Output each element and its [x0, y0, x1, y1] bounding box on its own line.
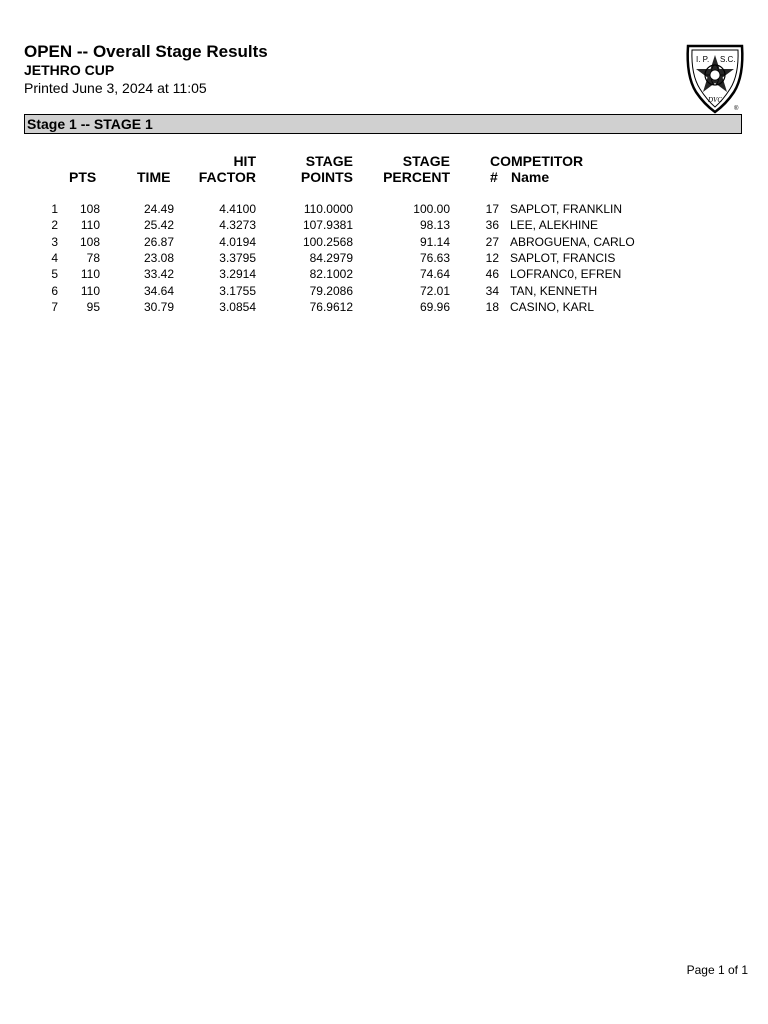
cell-competitor-name: SAPLOT, FRANKLIN	[510, 202, 623, 216]
cell-stage-percent: 72.01	[419, 283, 450, 298]
report-title: OPEN -- Overall Stage Results	[24, 42, 268, 61]
cell-time: 26.87	[143, 234, 174, 249]
cell-hit-factor: 3.1755	[219, 283, 256, 298]
table-row	[0, 299, 768, 315]
cell-competitor-name: SAPLOT, FRANCIS	[510, 250, 616, 265]
cell-stage-percent: 98.13	[419, 218, 450, 233]
cell-time: 30.79	[143, 299, 174, 314]
cell-place: 4	[51, 250, 58, 265]
cell-stage-points: 110.0000	[303, 202, 353, 216]
cell-stage-points: 84.2979	[309, 250, 353, 265]
cell-stage-percent: 100.00	[413, 202, 450, 216]
cell-hit-factor: 3.3795	[219, 250, 256, 265]
cell-stage-percent: 69.96	[419, 299, 450, 314]
cell-time: 23.08	[143, 250, 174, 265]
report-header	[24, 42, 268, 98]
cell-hit-factor: 4.4100	[219, 202, 256, 216]
col-competitor-name: Name	[511, 169, 550, 185]
page-number: Page 1 of 1	[686, 963, 748, 977]
cell-hit-factor: 4.3273	[219, 218, 256, 233]
cell-competitor-name: CASINO, KARL	[510, 299, 595, 314]
cell-competitor-number: 27	[485, 234, 499, 249]
cell-stage-points: 100.2568	[302, 234, 353, 249]
cell-place: 5	[51, 267, 58, 282]
cell-time: 33.42	[143, 267, 174, 282]
cell-competitor-name: TAN, KENNETH	[510, 283, 598, 298]
col-factor: FACTOR	[198, 169, 256, 185]
cell-stage-points: 79.2086	[309, 283, 353, 298]
table-row	[0, 250, 768, 266]
cell-stage-percent: 76.63	[419, 250, 450, 265]
cell-pts: 108	[79, 202, 100, 216]
table-row	[0, 266, 768, 282]
cell-competitor-number: 46	[485, 267, 499, 282]
cell-competitor-name: ABROGUENA, CARLO	[510, 234, 635, 249]
cell-place: 7	[51, 299, 58, 314]
logo-text-right: S.C.	[720, 55, 736, 64]
logo-text-bottom: DVC	[708, 96, 722, 104]
col-competitor-number: #	[490, 169, 498, 185]
cell-pts: 110	[80, 218, 100, 233]
table-row	[0, 234, 768, 250]
cell-pts: 110	[80, 283, 100, 298]
cell-stage-points: 107.9381	[302, 218, 353, 233]
cell-place: 1	[51, 202, 58, 216]
col-hit: HIT	[233, 153, 256, 169]
col-stage-percent: PERCENT	[383, 169, 450, 185]
logo-text-left: I. P.	[696, 55, 710, 64]
col-time: TIME	[137, 169, 171, 185]
cell-competitor-number: 34	[485, 283, 499, 298]
cell-hit-factor: 3.2914	[219, 267, 256, 282]
match-name: JETHRO CUP	[24, 62, 115, 78]
cell-stage-points: 76.9612	[309, 299, 353, 314]
cell-pts: 95	[86, 299, 100, 314]
logo-registered: ®	[734, 106, 739, 112]
cell-competitor-number: 17	[485, 202, 499, 216]
cell-stage-percent: 74.64	[419, 267, 450, 282]
cell-place: 2	[51, 218, 58, 233]
cell-hit-factor: 4.0194	[219, 234, 256, 249]
cell-pts: 110	[80, 267, 100, 282]
col-competitor: COMPETITOR	[490, 153, 584, 169]
cell-hit-factor: 3.0854	[219, 299, 256, 314]
table-row	[0, 217, 768, 233]
cell-stage-percent: 91.14	[419, 234, 450, 249]
cell-time: 34.64	[143, 283, 174, 298]
stage-title-bar: Stage 1 -- STAGE 1	[24, 114, 742, 134]
cell-pts: 78	[86, 250, 100, 265]
cell-competitor-number: 36	[485, 218, 499, 233]
ipsc-shield-star-globe-icon	[684, 42, 746, 114]
cell-competitor-number: 12	[485, 250, 499, 265]
cell-time: 24.49	[143, 202, 174, 216]
table-row	[0, 201, 768, 217]
cell-place: 3	[51, 234, 58, 249]
col-stage-points: POINTS	[300, 169, 353, 185]
table-row	[0, 283, 768, 299]
col-stage-percent-top: STAGE	[402, 153, 450, 169]
cell-time: 25.42	[143, 218, 174, 233]
cell-place: 6	[51, 283, 58, 298]
cell-competitor-name: LEE, ALEKHINE	[510, 218, 599, 233]
cell-competitor-name: LOFRANC0, EFREN	[510, 267, 622, 282]
cell-pts: 108	[79, 234, 100, 249]
printed-date: Printed June 3, 2024 at 11:05	[24, 80, 207, 96]
col-pts: PTS	[69, 169, 97, 185]
cell-competitor-number: 18	[485, 299, 499, 314]
col-stage-points-top: STAGE	[305, 153, 353, 169]
cell-stage-points: 82.1002	[309, 267, 353, 282]
